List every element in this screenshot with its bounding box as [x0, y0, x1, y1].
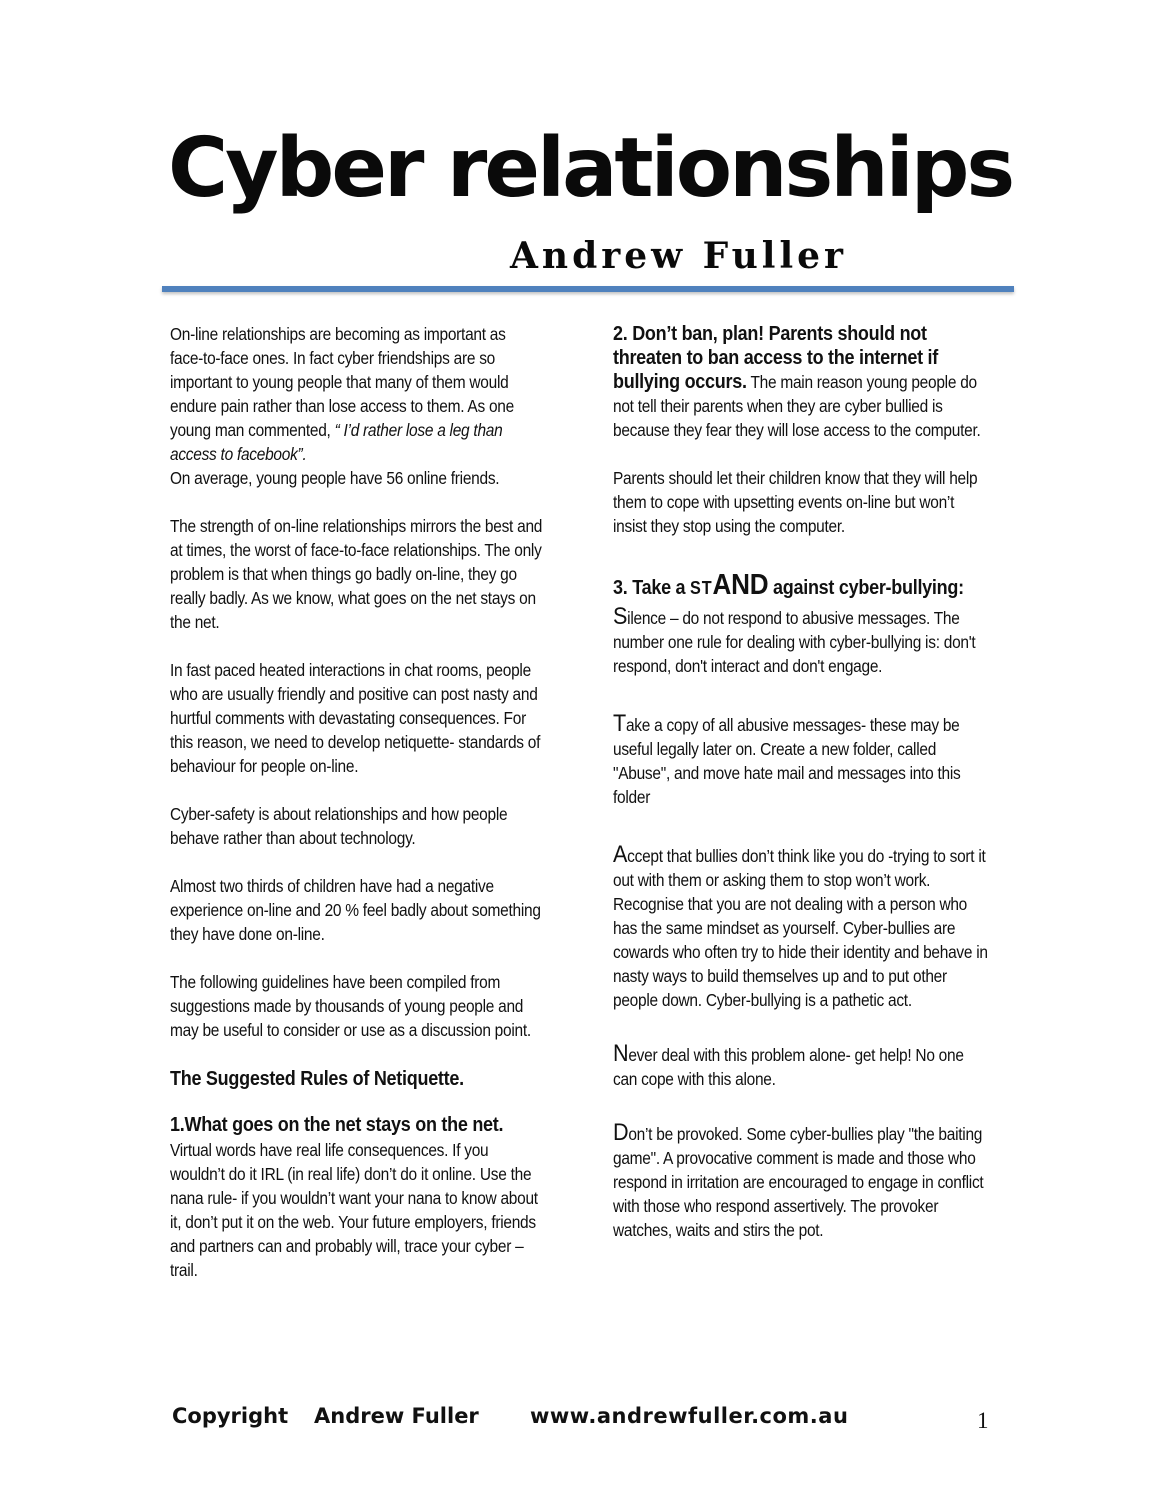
- stand-dont-text: on’t be provoked. Some cyber-bullies play "the baiting game". A provocative comment is made and those who respond in irritation are encouraged to engage in conflict with those who respond assertively. The provoker watches, waits and stirs the pot.: [613, 1124, 984, 1240]
- rule-2: [613, 322, 991, 442]
- stand-and: AND: [712, 569, 769, 601]
- rule-1-heading: 1.What goes on the net stays on the net.: [170, 1114, 504, 1136]
- stand-letter-a: A: [613, 841, 628, 868]
- stand-st: ST: [690, 578, 713, 598]
- author-byline: Andrew Fuller: [510, 235, 847, 277]
- stand-silence: [613, 605, 991, 678]
- paragraph-guidelines: The following guidelines have been compiled from suggestions made by thousands of young people and may be useful to consider or use as a discussion point.: [170, 972, 531, 1040]
- rule-2-body: The main reason young people do not tell their parents when they are cyber bullied is because they fear they will lose access to the computer.: [613, 372, 981, 440]
- page-number: 1: [977, 1408, 989, 1433]
- intro-quote: “ I’d rather lose a leg than access to facebook”.: [170, 420, 503, 464]
- intro-statistic: On average, young people have 56 online friends.: [170, 468, 500, 488]
- stand-take-copy-text: ake a copy of all abusive messages- these may be useful legally later on. Create a new folder, called "Abuse", and move hate mail and messages into this folder: [613, 715, 961, 807]
- rule-3-suffix: against cyber-bullying:: [768, 577, 964, 599]
- rule-3-heading: [613, 569, 991, 601]
- rule-3-prefix: 3. Take a: [613, 577, 691, 599]
- right-column: [613, 322, 991, 1266]
- footer-copyright: Copyright: [172, 1404, 289, 1428]
- stand-accept: [613, 843, 991, 1012]
- footer-website-link[interactable]: www.andrewfuller.com.au: [530, 1404, 849, 1428]
- stand-letter-n: N: [613, 1040, 629, 1067]
- stand-silence-text: ilence – do not respond to abusive messages. The number one rule for dealing with cyber-bullying is: don't respond, don't interact and don't engage.: [613, 608, 976, 676]
- stand-letter-s: S: [613, 603, 628, 630]
- left-column: [170, 322, 543, 1306]
- paragraph-cyber-safety: Cyber-safety is about relationships and how people behave rather than about technology.: [170, 804, 508, 848]
- stand-letter-d: D: [613, 1119, 629, 1146]
- rule-1: [170, 1112, 543, 1282]
- stand-never: [613, 1042, 991, 1091]
- intro-text: On-line relationships are becoming as important as face-to-face ones. In fact cyber friendships are so important to young people that many of them would endure pain rather than lose access to them. As one young man commented,: [170, 324, 514, 440]
- stand-letter-t: T: [613, 710, 626, 737]
- rules-heading: The Suggested Rules of Netiquette.: [170, 1068, 464, 1090]
- rule-2-heading: 2. Don’t ban, plan! Parents should not threaten to ban access to the internet if bullying occurs.: [613, 323, 938, 393]
- stand-never-text: ever deal with this problem alone- get help! No one can cope with this alone.: [613, 1045, 964, 1089]
- stand-accept-text: ccept that bullies don’t think like you do -trying to sort it out with them or asking them to stop won’t work. Recognise that you are not dealing with a person who has the same mindset as yourself. Cyber-bullies are cowards who often try to hide their identity and behave in nasty ways to build themselves up and to put other people down. Cyber-bullying is a pathetic act.: [613, 846, 988, 1010]
- intro-paragraph: [170, 322, 543, 490]
- paragraph-chat-rooms: In fast paced heated interactions in chat rooms, people who are usually friendly and positive can post nasty and hurtful comments with devastating consequences. For this reason, we need to develop netiquette- standards of behaviour for people on-line.: [170, 660, 541, 776]
- paragraph-parents: Parents should let their children know that they will help them to cope with upsetting events on-line but won’t insist they stop using the computer.: [613, 468, 978, 536]
- paragraph-strength: The strength of on-line relationships mirrors the best and at times, the worst of face-to-face relationships. The only problem is that when things go badly on-line, they go really badly. As we know, what goes on the net stays on the net.: [170, 516, 543, 632]
- footer-author: Andrew Fuller: [314, 1404, 479, 1428]
- paragraph-statistics: Almost two thirds of children have had a negative experience on-line and 20 % feel badly about something they have done on-line.: [170, 876, 541, 944]
- stand-take-copy: [613, 712, 991, 809]
- document-title: Cyber relationships: [168, 121, 1013, 216]
- stand-dont: [613, 1121, 991, 1242]
- header-divider: [162, 286, 1014, 292]
- rule-1-body: Virtual words have real life consequences. If you wouldn’t do it IRL (in real life) don’t do it online. Use the nana rule- if you wouldn’t want your nana to know about it, don’t put it on the web. Your future employers, friends and partners can and probably will, trace your cyber –trail.: [170, 1140, 538, 1280]
